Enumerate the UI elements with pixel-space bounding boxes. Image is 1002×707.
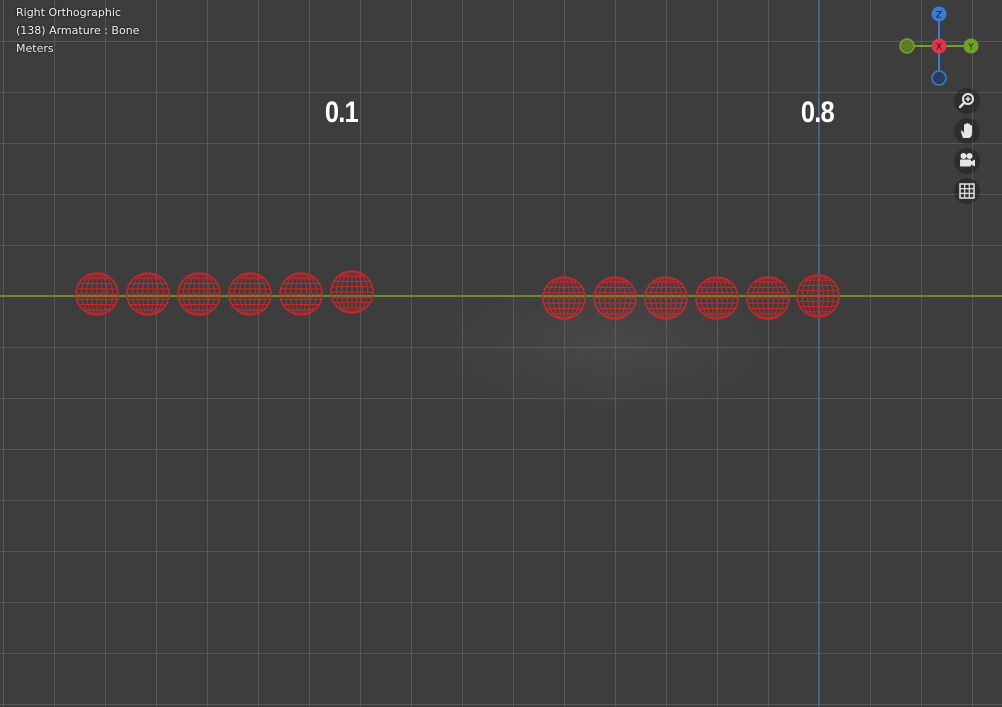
gizmo-neg-z[interactable] — [932, 71, 946, 85]
camera-button[interactable] — [954, 148, 980, 174]
sphere-right-2[interactable] — [592, 275, 638, 321]
sphere-left-5[interactable] — [278, 271, 324, 317]
gizmo-z-label: Z — [935, 10, 943, 21]
viewport-info-overlay — [16, 4, 139, 58]
object-info: (138) Armature : Bone — [16, 24, 140, 37]
view-name: Right Orthographic — [16, 6, 121, 19]
hand-icon — [957, 121, 977, 141]
sphere-left-4[interactable] — [227, 271, 273, 317]
pan-button[interactable] — [954, 118, 980, 144]
navigation-gizmo[interactable] — [898, 4, 982, 88]
sphere-left-3[interactable] — [176, 271, 222, 317]
sphere-right-3[interactable] — [643, 275, 689, 321]
camera-icon — [957, 151, 977, 171]
gizmo-neg-y[interactable] — [900, 39, 914, 53]
sphere-right-5[interactable] — [745, 275, 791, 321]
units-label: Meters — [16, 42, 54, 55]
value-label-left: 0.1 — [324, 96, 358, 129]
gizmo-y-label: Y — [968, 42, 974, 53]
grid-icon — [957, 181, 977, 201]
value-label-right: 0.8 — [800, 96, 834, 129]
sphere-right-4[interactable] — [694, 275, 740, 321]
zoom-button[interactable] — [954, 88, 980, 114]
sphere-left-6[interactable] — [329, 269, 375, 315]
gizmo-x-label: X — [935, 42, 943, 53]
zoom-icon — [957, 91, 977, 111]
sphere-right-6[interactable] — [795, 273, 841, 319]
grid-view-button[interactable] — [954, 178, 980, 204]
sphere-left-2[interactable] — [125, 271, 171, 317]
sphere-left-1[interactable] — [74, 271, 120, 317]
sphere-right-1[interactable] — [541, 275, 587, 321]
